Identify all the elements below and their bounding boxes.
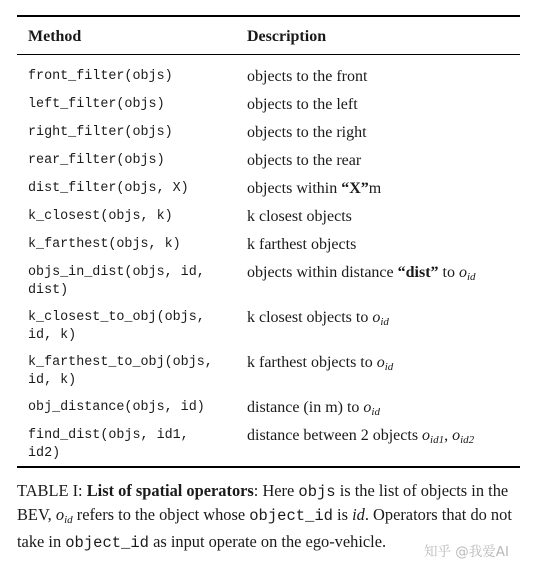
caption-math-id: id — [352, 504, 365, 524]
description-cell: k farthest objects — [247, 236, 357, 253]
column-header-method: Method — [28, 28, 82, 45]
method-cell: obj_distance(objs, id) — [28, 400, 205, 415]
method-cell: k_farthest_to_obj(objs, id, k) — [28, 355, 213, 388]
description-cell: objects to the rear — [247, 152, 362, 169]
description-cell: objects to the front — [247, 68, 368, 85]
description-cell: k closest objects to $o_{id}$ — [247, 309, 389, 328]
description-cell: objects within distance “dist” to $o_{id}$ — [247, 264, 476, 283]
method-cell: left_filter(objs) — [28, 97, 165, 112]
description-cell: distance (in m) to $o_{id}$ — [247, 399, 380, 418]
description-cell: k closest objects — [247, 208, 352, 225]
method-cell: dist_filter(objs, X) — [28, 181, 189, 196]
method-cell: rear_filter(objs) — [28, 153, 165, 168]
method-cell: objs_in_dist(objs, id, dist) — [28, 265, 205, 298]
watermark: 知乎 @我爱AI — [424, 544, 510, 560]
table-caption: TABLE I: List of spatial operators: Here objs is the list of objects in the BEV, $o_{id}$ refers to the object whose object_id is id. Operators that do not take in object_id as input operate on the ego-vehicle. — [17, 481, 512, 553]
method-cell: k_farthest(objs, k) — [28, 237, 181, 252]
method-cell: right_filter(objs) — [28, 125, 173, 140]
caption-code-object-id: object_id — [249, 506, 333, 525]
caption-title: List of spatial operators — [86, 481, 254, 500]
header-rule — [17, 54, 520, 55]
column-header-description: Description — [247, 28, 327, 45]
description-cell: objects within “X”m — [247, 180, 382, 197]
description-cell: objects to the left — [247, 96, 358, 113]
description-cell: k farthest objects to $o_{id}$ — [247, 354, 394, 373]
caption-code-objs: objs — [298, 483, 336, 501]
caption-label: TABLE I: — [17, 481, 87, 500]
table-top-rule — [17, 15, 520, 17]
method-cell: front_filter(objs) — [28, 69, 173, 84]
description-cell: objects to the right — [247, 124, 367, 141]
caption-code-object-id-2: object_id — [65, 534, 149, 553]
method-cell: find_dist(objs, id1, id2) — [28, 428, 189, 461]
table-bottom-rule — [17, 466, 520, 468]
method-cell: k_closest(objs, k) — [28, 209, 173, 224]
description-cell: distance between 2 objects $o_{id1}$, $o_{id2}$ — [247, 427, 475, 446]
caption-math-oid: $o_{id}$ — [55, 504, 73, 526]
method-cell: k_closest_to_obj(objs, id, k) — [28, 310, 205, 343]
